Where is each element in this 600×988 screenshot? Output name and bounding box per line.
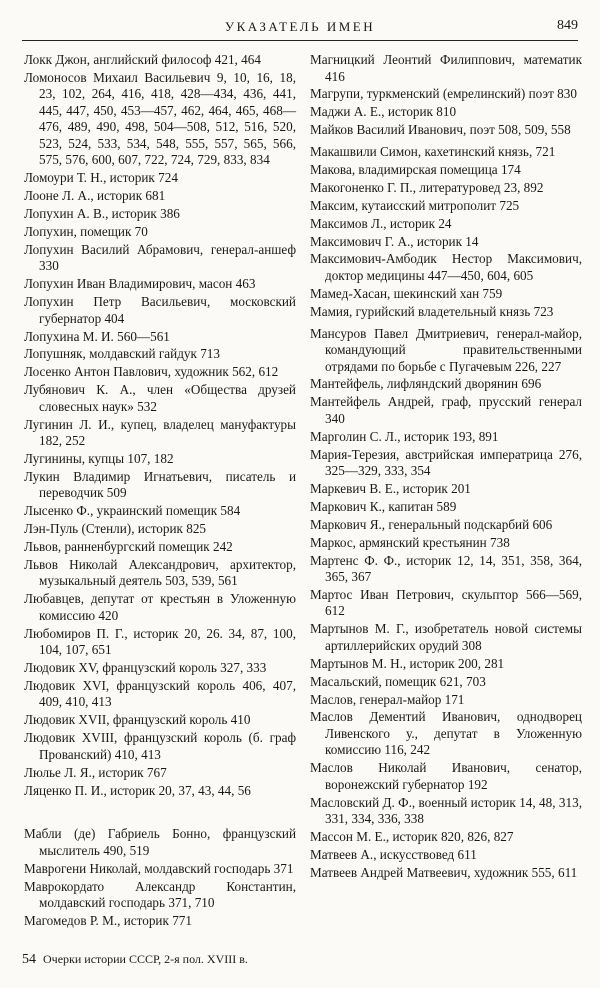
letter-section-gap <box>24 800 296 826</box>
index-entry: Лопухин А. В., историк 386 <box>24 206 180 222</box>
running-header <box>22 14 578 41</box>
index-entry: Локк Джон, английский философ 421, 464 <box>24 52 261 67</box>
index-entry: Людовик XV, французский король 327, 333 <box>24 660 267 676</box>
index-entry: Маджи А. Е., историк 810 <box>310 104 457 120</box>
index-entry: Ляценко П. И., историк 20, 37, 43, 44, 56 <box>24 782 251 798</box>
index-entry: Лопухина М. И. 560—561 <box>24 328 170 344</box>
index-entry: Максимович Г. А., историк 14 <box>310 233 479 249</box>
index-entry: Макова, владимирская помещица 174 <box>310 161 521 177</box>
index-entry: Маврогени Николай, молдавский господарь 371 <box>24 860 294 876</box>
index-entry: Магомедов Р. М., историк 771 <box>24 913 192 929</box>
index-entry: Ломоури Т. Н., историк 724 <box>24 170 178 186</box>
index-entry: Магницкий Леонтий Филиппович, математик 416 <box>310 52 582 84</box>
index-entry: Маркевич В. Е., историк 201 <box>310 481 471 497</box>
index-entry: Матвеев Андрей Матвеевич, художник 555, 611 <box>310 864 578 880</box>
index-entry: Матвеев А., искусствовед 611 <box>310 847 477 862</box>
index-entry: Мартынов М. Н., историк 200, 281 <box>310 655 505 671</box>
index-entry: Мабли (де) Габриель Бонно, французский мыслитель 490, 519 <box>24 826 296 858</box>
index-entry: Львов Николай Александрович, архитектор, музыкальный деятель 503, 539, 561 <box>24 556 296 589</box>
index-entry: Людовик XVI, французский король 406, 407, 409, 410, 413 <box>24 677 296 710</box>
index-entry: Лопухин Иван Владимирович, масон 463 <box>24 276 256 292</box>
index-entry: Масловский Д. Ф., военный историк 14, 48, 313, 331, 334, 336, 338 <box>310 794 582 827</box>
index-entry: Лукин Владимир Игнатьевич, писатель и переводчик 509 <box>24 468 296 501</box>
index-entry: Лосенко Антон Павлович, художник 562, 612 <box>24 364 279 380</box>
index-entry: Мамед-Хасан, шекинский хан 759 <box>310 285 503 301</box>
index-entry: Лубянович К. А., член «Общества друзей словесных наук» 532 <box>24 382 296 414</box>
index-entry: Лысенко Ф., украинский помещик 584 <box>24 503 241 519</box>
index-entry: Люлье Л. Я., историк 767 <box>24 764 167 780</box>
index-entry: Макогоненко Г. П., литературовед 23, 892 <box>310 179 544 195</box>
index-entry: Лопухин Петр Васильевич, московский губернатор 404 <box>24 294 296 326</box>
index-entry: Массон М. Е., историк 820, 826, 827 <box>310 829 514 845</box>
index-entry: Мартынов М. Г., изобретатель новой системы артиллерийских орудий 308 <box>310 621 582 653</box>
index-entry: Мансуров Павел Дмитриевич, генерал-майор, командующий правительственными отрядами по борьбе с Пугачевым 226, 227 <box>310 325 582 374</box>
left-column <box>24 52 296 931</box>
index-entry: Маслов, генерал-майор 171 <box>310 691 465 707</box>
index-entry: Маркович К., капитан 589 <box>310 498 457 514</box>
index-entry: Мартенс Ф. Ф., историк 12, 14, 351, 358, 364, 365, 367 <box>310 552 582 585</box>
page-footer <box>22 952 248 968</box>
index-entry: Майков Василий Иванович, поэт 508, 509, 558 <box>310 122 571 138</box>
index-entry: Львов, ранненбургский помещик 242 <box>24 539 233 555</box>
index-entry: Масальский, помещик 621, 703 <box>310 673 486 689</box>
index-entry: Максим, кутаисский митрополит 725 <box>310 197 520 213</box>
right-column <box>310 52 582 883</box>
index-entry: Ломоносов Михаил Васильевич 9, 10, 16, 18, 23, 102, 264, 416, 418, 428—434, 436, 441, 445, 447, 450, 453—457, 462, 464, 465, 468—476, 489, 490, 498, 504—508, 512, 516, 520, 523, 524, 533, 534, 548, 555, 557, 565, 566, 575, 576, 600, 607, 722, 724, 729, 833, 834 <box>24 69 296 168</box>
index-entry: Лопухин, помещик 70 <box>24 223 148 239</box>
index-entry: Макашвили Симон, кахетинский князь, 721 <box>310 144 556 160</box>
index-entry: Любомиров П. Г., историк 20, 26. 34, 87, 100, 104, 107, 651 <box>24 625 296 658</box>
index-entry: Лопушняк, молдавский гайдук 713 <box>24 346 220 362</box>
index-entry: Маслов Дементий Иванович, однодворец Ливенского у., депутат в Уложенную комиссию 116, 242 <box>310 709 582 758</box>
index-entry: Мантейфель, лифляндский дворянин 696 <box>310 376 542 392</box>
index-entry: Лопухин Василий Абрамович, генерал-аншеф 330 <box>24 241 296 274</box>
index-entry: Марголин С. Л., историк 193, 891 <box>310 428 499 444</box>
index-entry: Максимович-Амбодик Нестор Максимович, доктор медицины 447—450, 604, 605 <box>310 251 582 283</box>
index-entry: Людовик XVIII, французский король (б. граф Прованский) 410, 413 <box>24 730 296 762</box>
header-title: УКАЗАТЕЛЬ ИМЕН <box>224 19 376 34</box>
index-entry: Любавцев, депутат от крестьян в Уложенную комиссию 420 <box>24 591 296 623</box>
index-entry: Мамия, гурийский владетельный князь 723 <box>310 303 554 319</box>
index-entry: Лэн-Пуль (Стенли), историк 825 <box>24 521 207 537</box>
index-entry: Маркович Я., генеральный подскарбий 606 <box>310 516 553 532</box>
index-entry: Мантейфель Андрей, граф, прусский генерал 340 <box>310 394 582 426</box>
page-number: 849 <box>557 18 578 33</box>
index-entry: Лугинин Л. И., купец, владелец мануфактуры 182, 252 <box>24 416 296 449</box>
index-entry: Мария-Терезия, австрийская императрица 276, 325—329, 333, 354 <box>310 446 582 479</box>
index-entry: Лугинины, купцы 107, 182 <box>24 450 174 466</box>
index-entry: Маслов Николай Иванович, сенатор, воронежский губернатор 192 <box>310 760 582 792</box>
signature-mark: 54 <box>22 952 36 967</box>
index-entry: Маркос, армянский крестьянин 738 <box>310 534 510 550</box>
index-entry: Людовик XVII, французский король 410 <box>24 712 251 728</box>
index-entry: Лооне Л. А., историк 681 <box>24 188 166 204</box>
index-entry: Маврокордато Александр Константин, молдавский господарь 371, 710 <box>24 878 296 911</box>
index-entry: Магрупи, туркменский (емрелинский) поэт 830 <box>310 86 577 102</box>
footer-text: Очерки истории СССР, 2-я пол. XVIII в. <box>43 952 248 966</box>
index-entry: Мартос Иван Петрович, скульптор 566—569, 612 <box>310 586 582 619</box>
index-entry: Максимов Л., историк 24 <box>310 215 452 231</box>
